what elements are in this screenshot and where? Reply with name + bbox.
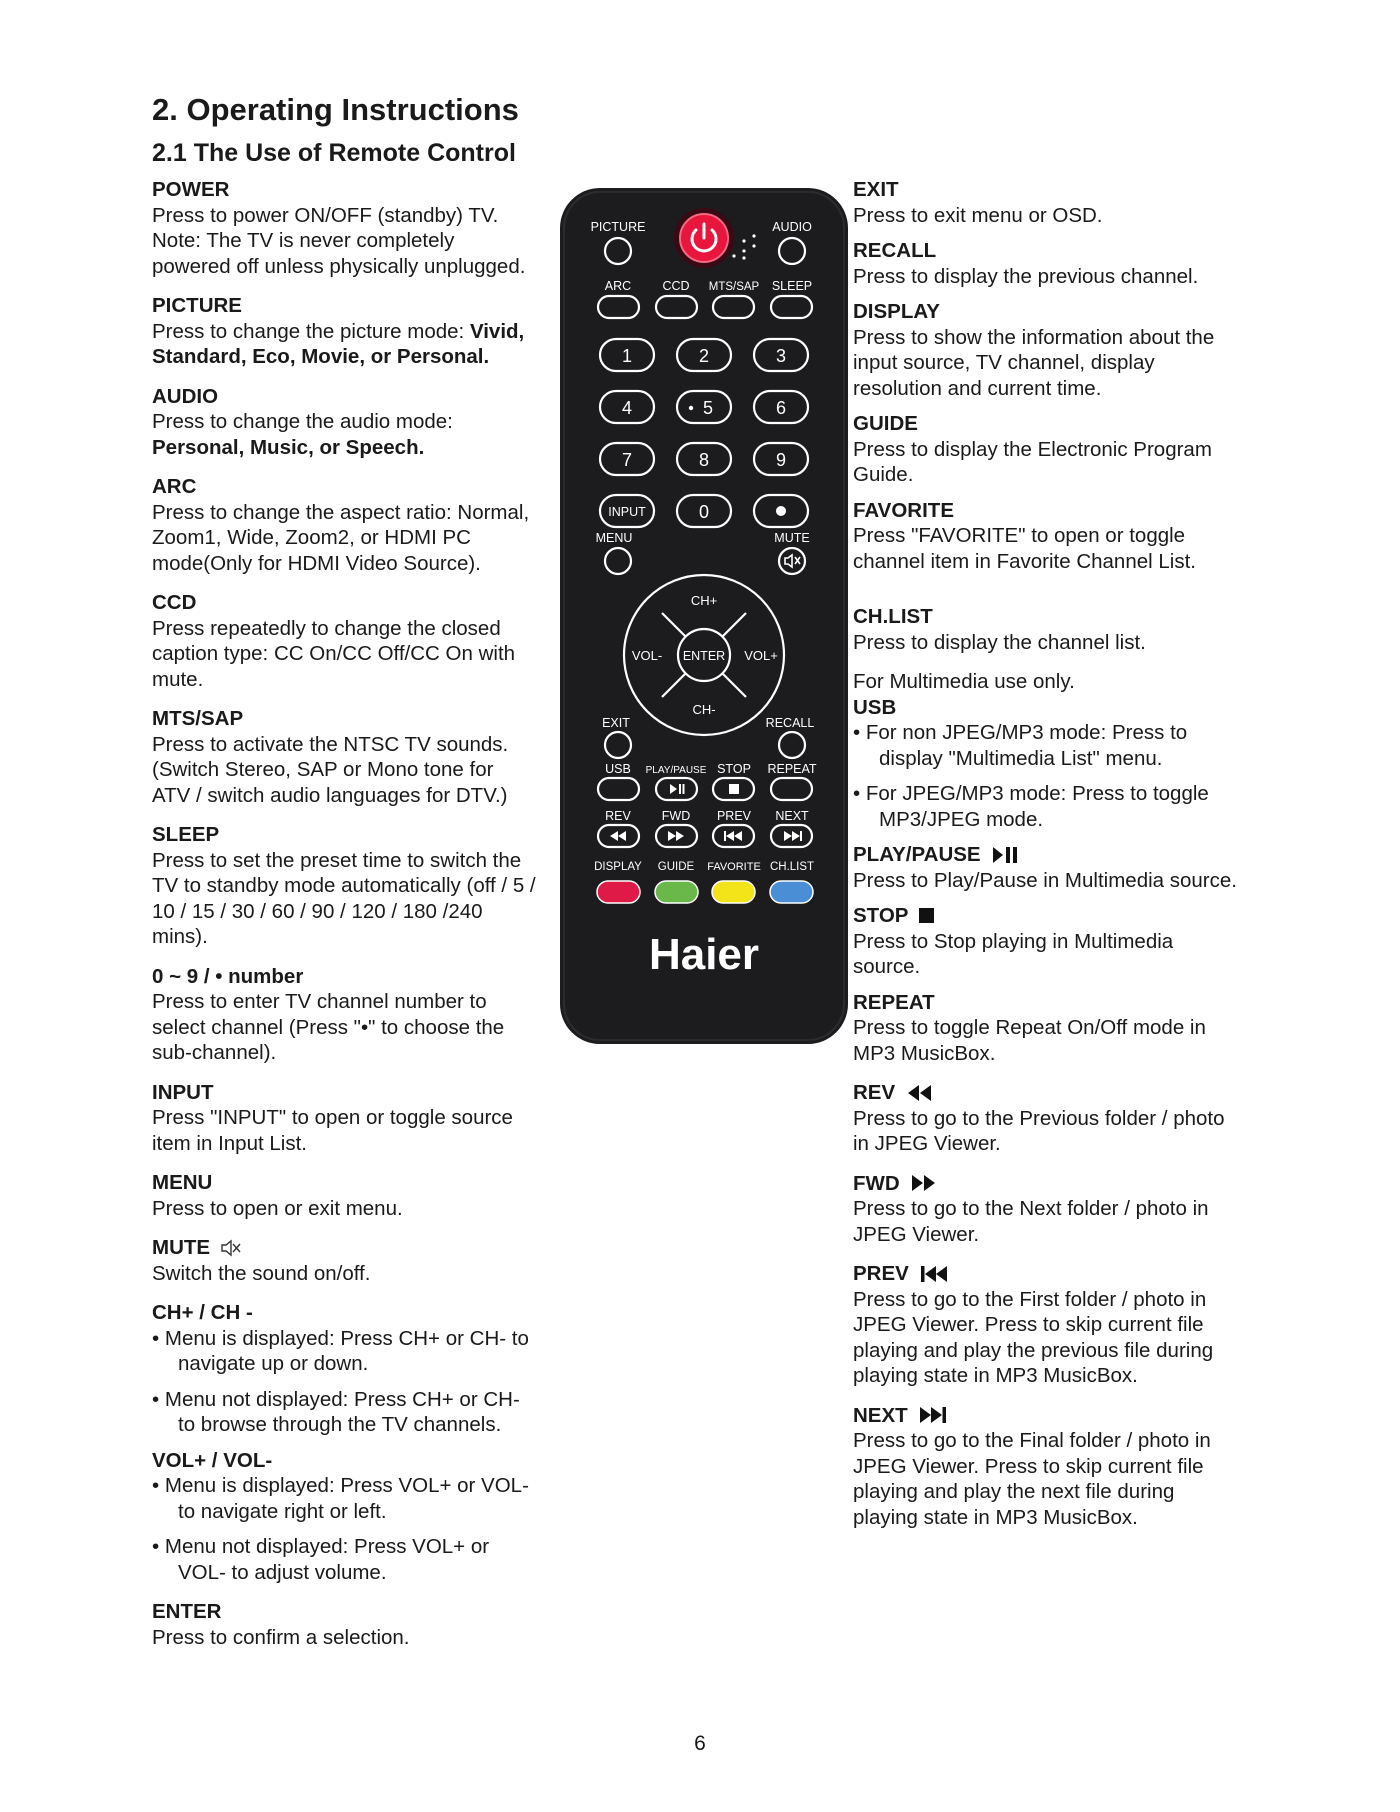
label-rev: REV (605, 809, 631, 823)
label-menu: MENU (595, 531, 633, 545)
next-title-row (853, 1403, 1273, 1429)
sleep-text: Press to set the preset time to switch the TV to standby mode automatically (off / 5 / 10 / 15 / 30 / 60 / 90 / 120 / 180 /240 mins). (152, 848, 536, 948)
recall-text: Press to display the previous channel. (853, 264, 1199, 288)
rev-text: Press to go to the Previous folder / photo in JPEG Viewer. (853, 1106, 1225, 1155)
menu-section (152, 1170, 552, 1221)
picture-title: PICTURE (152, 294, 242, 317)
power-section (152, 177, 552, 279)
label-favorite: FAVORITE (707, 861, 761, 873)
left-column (152, 177, 552, 1650)
enter-section (152, 1599, 552, 1650)
favorite-section (853, 498, 1273, 575)
guide-text: Press to display the Electronic Program Guide. (853, 437, 1212, 486)
prev-title-row (853, 1261, 1273, 1287)
fwd-text: Press to go to the Next folder / photo in JPEG Viewer. (853, 1197, 1209, 1246)
picture-section (152, 293, 552, 370)
fwd-title: FWD (853, 1171, 900, 1195)
sleep-section (152, 822, 552, 950)
right-column (853, 177, 1273, 1530)
label-input: INPUT (608, 505, 646, 519)
arc-text: Press to change the aspect ratio: Normal, Zoom1, Wide, Zoom2, or HDMI PC mode(Only for HDMI Video Source). (152, 500, 530, 575)
label-8: 8 (698, 450, 710, 470)
label-next: NEXT (775, 809, 809, 823)
display-text: Press to show the information about the input source, TV channel, display resolution and current time. (853, 325, 1215, 400)
vol-bullet-2: • Menu not displayed: Press VOL+ or VOL- to adjust volume. (152, 1535, 490, 1584)
ccd-title: CCD (152, 591, 197, 614)
label-stop: STOP (717, 762, 751, 776)
picture-text-plain: Press to change the picture mode: (152, 319, 470, 343)
favorite-text: Press "FAVORITE" to open or toggle channel item in Favorite Channel List. (853, 524, 1196, 573)
chlist-title: CH.LIST (853, 605, 933, 628)
label-picture: PICTURE (590, 220, 646, 234)
ch-section (152, 1300, 552, 1438)
mute-section (152, 1235, 552, 1286)
number-title: 0 ~ 9 / • number (152, 964, 304, 988)
chlist-section (853, 604, 1273, 655)
stop-icon (918, 907, 936, 925)
picture-text (152, 319, 552, 370)
vol-title: VOL+ / VOL- (152, 1448, 273, 1472)
chlist-text: Press to display the channel list. (853, 630, 1146, 654)
stop-title: STOP (853, 904, 909, 927)
display-red-button[interactable] (597, 881, 640, 903)
mts-section (152, 706, 552, 808)
label-vol-up: VOL+ (744, 648, 778, 663)
label-6: 6 (775, 398, 787, 418)
usb-title: USB (853, 695, 897, 719)
audio-text (152, 409, 552, 460)
ch-bullet-2: • Menu not displayed: Press CH+ or CH- to browse through the TV channels. (152, 1387, 520, 1436)
sub-channel-dot (689, 406, 693, 410)
mute-icon (220, 1238, 242, 1258)
audio-section (152, 384, 552, 461)
playpause-section (853, 842, 1273, 893)
exit-section (853, 177, 1273, 228)
usb-bullet-2: • For JPEG/MP3 mode: Press to toggle MP3/JPEG mode. (853, 782, 1209, 831)
fwd-title-row (853, 1171, 1273, 1197)
mts-text: Press to activate the NTSC TV sounds. (Switch Stereo, SAP or Mono tone for ATV / switch audio languages for DTV.) (152, 732, 509, 807)
repeat-section (853, 990, 1273, 1067)
fwd-section (853, 1171, 1273, 1248)
prev-section (853, 1261, 1273, 1389)
mute-title-row (152, 1235, 552, 1261)
arc-section (152, 474, 552, 576)
sleep-title: SLEEP (152, 823, 220, 846)
remote-stop-icon (729, 784, 739, 794)
vol-section (152, 1448, 552, 1586)
label-prev: PREV (716, 809, 752, 823)
menu-title: MENU (152, 1171, 213, 1194)
enter-text: Press to confirm a selection. (152, 1625, 410, 1649)
label-guide: GUIDE (657, 861, 695, 873)
label-arc: ARC (604, 279, 632, 293)
menu-text: Press to open or exit menu. (152, 1196, 403, 1220)
ch-bullet-1: • Menu is displayed: Press CH+ or CH- to navigate up or down. (152, 1326, 529, 1375)
mts-title: MTS/SAP (152, 707, 244, 730)
label-recall: RECALL (765, 716, 815, 730)
skip-previous-icon (919, 1265, 949, 1283)
playpause-title-row (853, 842, 1273, 868)
label-audio: AUDIO (772, 220, 812, 234)
arc-title: ARC (152, 475, 197, 498)
power-text: Press to power ON/OFF (standby) TV. Note: The TV is never completely powered off unless physically unplugged. (152, 203, 526, 278)
number-text: Press to enter TV channel number to select channel (Press "•" to choose the sub-channel). (152, 990, 505, 1064)
label-0: 0 (698, 502, 710, 522)
label-enter: ENTER (682, 649, 726, 663)
guide-green-button[interactable] (655, 881, 698, 903)
usb-bullet-1: • For non JPEG/MP3 mode: Press to display "Multimedia List" menu. (853, 721, 1188, 770)
stop-section (853, 903, 1273, 980)
label-1: 1 (621, 346, 633, 366)
rev-title: REV (853, 1081, 896, 1104)
label-ch-down: CH- (692, 702, 716, 717)
picture-text-bold: Vivid, Standard, Eco, Movie, or Personal. (152, 319, 525, 368)
section-heading: 2.1 The Use of Remote Control (152, 139, 516, 167)
exit-title: EXIT (853, 178, 899, 201)
label-7: 7 (621, 450, 633, 470)
dot-button-dot (776, 506, 786, 516)
label-ch-up: CH+ (690, 593, 718, 608)
favorite-title: FAVORITE (853, 498, 954, 522)
prev-title: PREV (853, 1262, 909, 1285)
page-number: 6 (694, 1732, 706, 1755)
display-section (853, 299, 1273, 401)
number-section (152, 964, 552, 1066)
brand-logo: Haier (648, 930, 760, 979)
stop-text: Press to Stop playing in Multimedia source. (853, 929, 1174, 978)
input-title: INPUT (152, 1080, 214, 1104)
favorite-yellow-button[interactable] (712, 881, 755, 903)
vol-bullet-1: • Menu is displayed: Press VOL+ or VOL- to navigate right or left. (152, 1474, 529, 1523)
ccd-text: Press repeatedly to change the closed caption type: CC On/CC Off/CC On with mute. (152, 616, 516, 691)
playpause-title: PLAY/PAUSE (853, 843, 981, 866)
fast-forward-icon (910, 1174, 938, 1192)
label-usb: USB (605, 762, 631, 776)
mute-text: Switch the sound on/off. (152, 1261, 371, 1285)
ccd-section (152, 590, 552, 692)
label-exit: EXIT (602, 716, 630, 730)
guide-section (853, 411, 1273, 488)
recall-section (853, 238, 1273, 289)
enter-title: ENTER (152, 1600, 222, 1623)
label-ccd: CCD (662, 279, 690, 293)
chlist-blue-button[interactable] (770, 881, 813, 903)
play-pause-icon (991, 846, 1021, 864)
usb-section (853, 695, 1273, 833)
audio-title: AUDIO (152, 384, 219, 408)
label-mute: MUTE (774, 531, 810, 545)
guide-title: GUIDE (853, 412, 918, 435)
label-5: 5 (702, 398, 714, 418)
stop-title-row (853, 903, 1273, 929)
next-section (853, 1403, 1273, 1531)
remote-control-illustration (558, 186, 850, 1046)
page-heading: 2. Operating Instructions (152, 92, 519, 127)
label-2: 2 (698, 346, 710, 366)
prev-text: Press to go to the First folder / photo in JPEG Viewer. Press to skip current file playing and play the previous file during playing state in MP3 MusicBox. (853, 1287, 1214, 1387)
label-display: DISPLAY (594, 861, 642, 873)
repeat-text: Press to toggle Repeat On/Off mode in MP3 MusicBox. (853, 1016, 1206, 1065)
ch-title: CH+ / CH - (152, 1301, 253, 1324)
recall-title: RECALL (853, 239, 937, 262)
label-chlist: CH.LIST (769, 861, 815, 873)
label-playpause: PLAY/PAUSE (645, 765, 707, 776)
exit-text: Press to exit menu or OSD. (853, 203, 1103, 227)
label-repeat: REPEAT (767, 762, 817, 776)
label-4: 4 (621, 398, 633, 418)
label-sleep: SLEEP (771, 279, 813, 293)
skip-next-icon (918, 1406, 948, 1424)
label-fwd: FWD (661, 809, 691, 823)
rewind-icon (905, 1084, 933, 1102)
repeat-title: REPEAT (853, 990, 935, 1014)
next-text: Press to go to the Final folder / photo in JPEG Viewer. Press to skip current file playing and play the next file during playing state in MP3 MusicBox. (853, 1429, 1211, 1529)
mute-title: MUTE (152, 1236, 211, 1259)
rev-title-row (853, 1080, 1273, 1106)
playpause-text: Press to Play/Pause in Multimedia source. (853, 868, 1237, 892)
audio-text-bold: Personal, Music, or Speech. (152, 435, 425, 459)
label-mts: MTS/SAP (708, 281, 760, 293)
audio-text-plain: Press to change the audio mode: (152, 410, 453, 433)
label-vol-down: VOL- (631, 648, 663, 663)
display-title: DISPLAY (853, 300, 940, 323)
label-3: 3 (775, 346, 787, 366)
input-text: Press "INPUT" to open or toggle source item in Input List. (152, 1106, 513, 1155)
multimedia-note: For Multimedia use only. (853, 670, 1075, 693)
label-9: 9 (775, 450, 787, 470)
rev-section (853, 1080, 1273, 1157)
next-title: NEXT (853, 1403, 908, 1427)
power-title: POWER (152, 178, 230, 201)
input-section (152, 1080, 552, 1157)
